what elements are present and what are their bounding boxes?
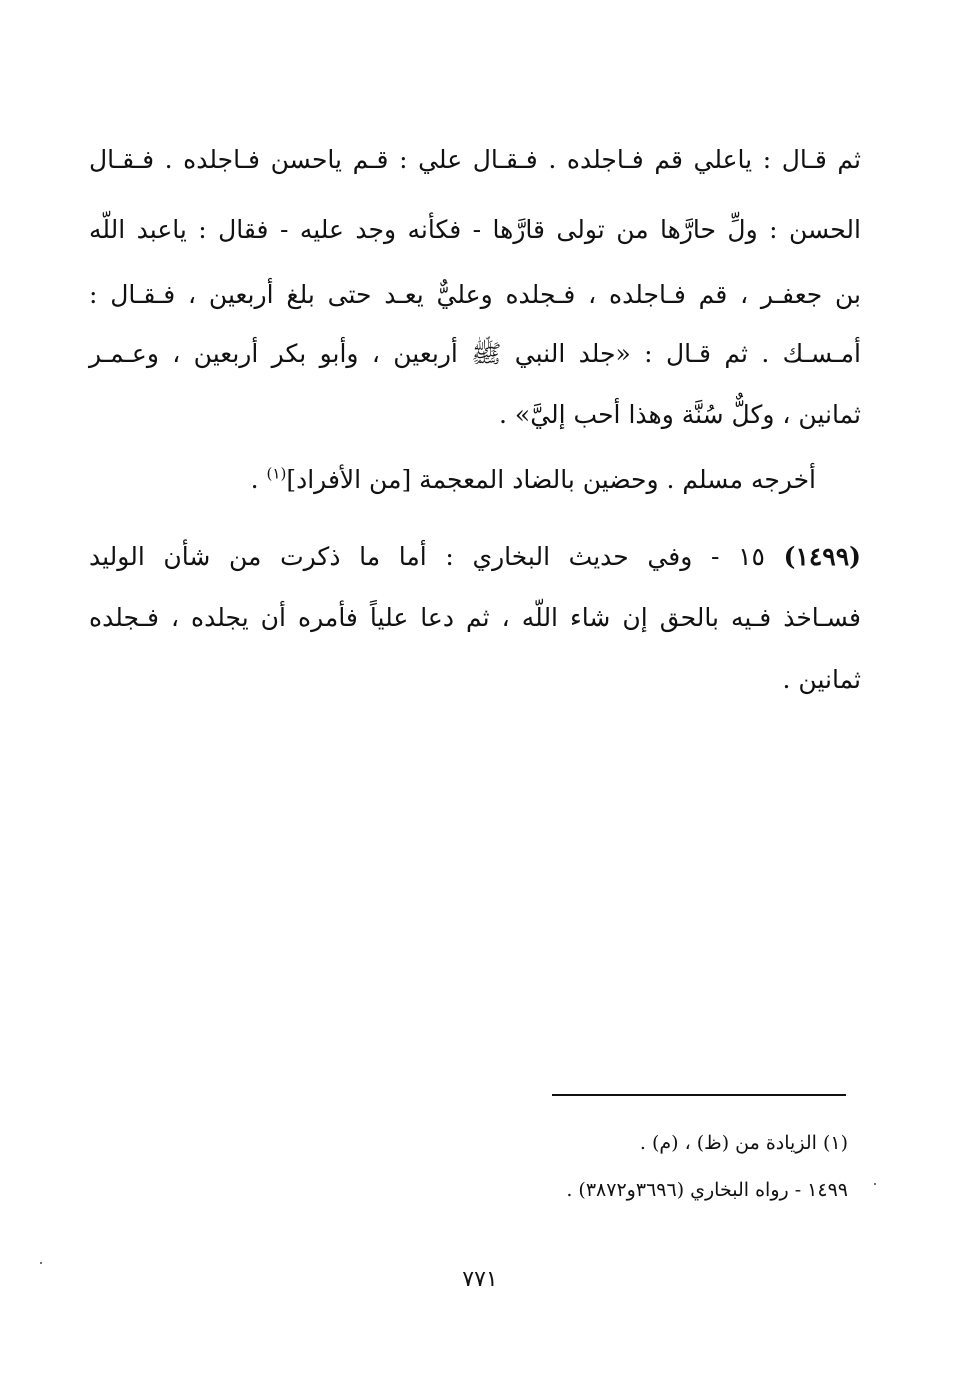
footnote-1: (١) الزيادة من (ظ) ، (م) . bbox=[639, 1132, 848, 1154]
body-line-5: ثمانين ، وكلٌّ سُنَّة وهذا أحب إليَّ» . bbox=[499, 400, 861, 429]
takhrij-text: أخرجه مسلم . وحضين بالضاد المعجمة [من الأفراد] bbox=[286, 465, 816, 494]
scan-speck bbox=[40, 1262, 42, 1264]
takhrij-line bbox=[89, 460, 816, 500]
body-line-4: أمـسـك . ثم قـال : «جلد النبي ﷺ أربعين ، وأبو بكر أربعين ، وعـمـر bbox=[89, 339, 861, 368]
footnote-ref: (١) bbox=[266, 464, 287, 483]
footnote-separator bbox=[552, 1094, 846, 1096]
takhrij-end: . bbox=[250, 465, 267, 494]
body-line-2: الحسن : ولِّ حارَّها من تولى قارَّها - فكأنه وجد عليه - فقال : ياعبد اللّه bbox=[89, 215, 861, 244]
body-line-3: بن جعفـر ، قم فـاجلده ، فـجلده وعليٌّ يعـد حتى بلغ أربعين ، فـقـال : bbox=[89, 280, 861, 309]
body-line-1: ثم قـال : ياعلي قم فـاجلده . فـقـال علي : قـم ياحسن فـاجلده . فـقـال bbox=[89, 145, 861, 174]
footnote-2: ١٤٩٩ - رواه البخاري (٣٦٩٦و٣٨٧٢) . bbox=[566, 1179, 848, 1201]
page-number: ٧٧١ bbox=[462, 1267, 498, 1292]
hadith-line-3: ثمانين . bbox=[782, 665, 861, 694]
hadith-sub-number: ١٥ bbox=[738, 542, 765, 571]
hadith-number: (١٤٩٩) bbox=[783, 542, 861, 571]
scan-speck bbox=[874, 1183, 876, 1185]
hadith-line-1-text: - وفي حديث البخاري : أما ما ذكرت من شأن الوليد bbox=[89, 542, 739, 571]
hadith-line-1 bbox=[89, 537, 861, 577]
hadith-line-2: فسـاخذ فـيه بالحق إن شاء اللّه ، ثم دعا علياً فأمره أن يجلده ، فـجلده bbox=[89, 603, 861, 632]
